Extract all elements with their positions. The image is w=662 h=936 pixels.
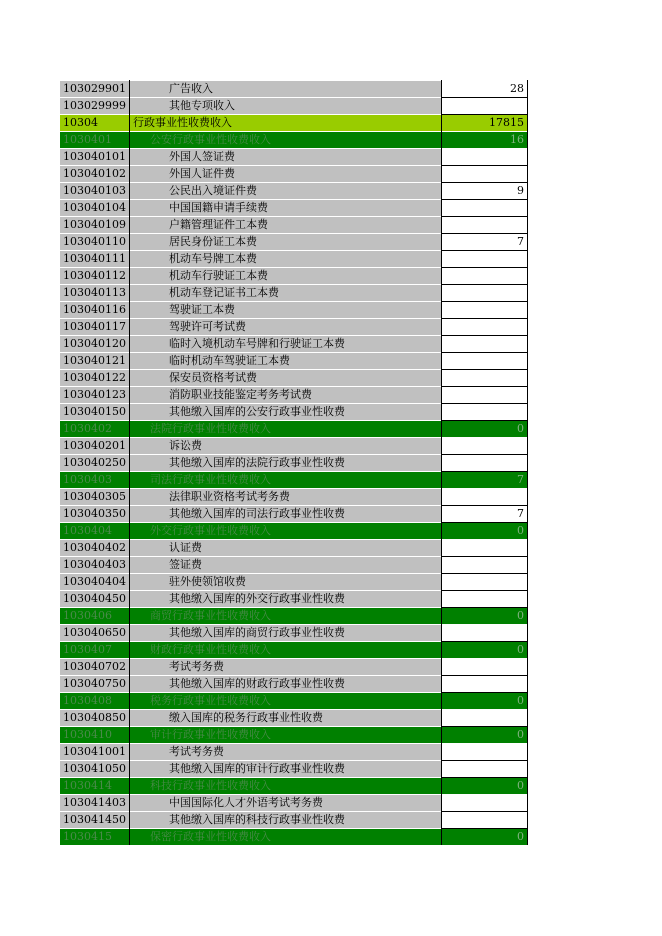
- row-code: 103040116: [60, 302, 130, 319]
- row-name: 保密行政事业性收费收入: [130, 829, 442, 846]
- row-value: [442, 166, 528, 183]
- row-name: 行政事业性收费收入: [130, 115, 442, 132]
- row-code: 103029999: [60, 98, 130, 115]
- table-row: [60, 727, 528, 744]
- row-name: 缴入国库的税务行政事业性收费: [130, 710, 442, 727]
- row-code: 1030410: [60, 727, 130, 744]
- row-value: 16: [442, 132, 528, 149]
- row-value: 7: [442, 506, 528, 523]
- table-row: [60, 81, 528, 98]
- row-code: 103040121: [60, 353, 130, 370]
- row-code: 103040109: [60, 217, 130, 234]
- row-name: 机动车行驶证工本费: [130, 268, 442, 285]
- row-name: 机动车号牌工本费: [130, 251, 442, 268]
- row-value: [442, 285, 528, 302]
- row-name: 考试考务费: [130, 659, 442, 676]
- row-code: 103040702: [60, 659, 130, 676]
- row-code: 103040201: [60, 438, 130, 455]
- row-value: [442, 319, 528, 336]
- table-row: [60, 166, 528, 183]
- row-value: [442, 761, 528, 778]
- row-value: 7: [442, 234, 528, 251]
- row-code: 1030407: [60, 642, 130, 659]
- table-row: [60, 438, 528, 455]
- table-row: [60, 642, 528, 659]
- row-value: [442, 200, 528, 217]
- table-row: [60, 234, 528, 251]
- table-row: [60, 404, 528, 421]
- row-value: 0: [442, 608, 528, 625]
- row-name: 驾驶证工本费: [130, 302, 442, 319]
- row-value: [442, 268, 528, 285]
- row-code: 103040650: [60, 625, 130, 642]
- row-value: 28: [442, 81, 528, 98]
- row-name: 机动车登记证书工本费: [130, 285, 442, 302]
- row-value: [442, 812, 528, 829]
- row-code: 103040117: [60, 319, 130, 336]
- table-row: [60, 149, 528, 166]
- table-row: [60, 523, 528, 540]
- table-row: [60, 115, 528, 132]
- row-value: [442, 557, 528, 574]
- row-code: 1030408: [60, 693, 130, 710]
- row-value: [442, 710, 528, 727]
- row-code: 103040250: [60, 455, 130, 472]
- row-value: [442, 302, 528, 319]
- table-row: [60, 336, 528, 353]
- row-code: 103040103: [60, 183, 130, 200]
- row-name: 中国国籍申请手续费: [130, 200, 442, 217]
- table-row: [60, 132, 528, 149]
- row-name: 驻外使领馆收费: [130, 574, 442, 591]
- row-code: 103041050: [60, 761, 130, 778]
- row-code: 103040305: [60, 489, 130, 506]
- row-code: 103040112: [60, 268, 130, 285]
- row-name: 其他缴入国库的商贸行政事业性收费: [130, 625, 442, 642]
- row-value: [442, 251, 528, 268]
- row-code: 103029901: [60, 81, 130, 98]
- row-name: 税务行政事业性收费收入: [130, 693, 442, 710]
- row-name: 其他缴入国库的外交行政事业性收费: [130, 591, 442, 608]
- row-value: [442, 336, 528, 353]
- table-row: [60, 761, 528, 778]
- row-value: [442, 540, 528, 557]
- table-row: [60, 98, 528, 115]
- table-body: [60, 81, 528, 846]
- table-row: [60, 455, 528, 472]
- row-value: 17815: [442, 115, 528, 132]
- row-code: 103040101: [60, 149, 130, 166]
- table-row: [60, 574, 528, 591]
- table-row: [60, 659, 528, 676]
- table-row: [60, 387, 528, 404]
- row-name: 外交行政事业性收费收入: [130, 523, 442, 540]
- row-value: 0: [442, 829, 528, 846]
- table-row: [60, 506, 528, 523]
- row-code: 1030404: [60, 523, 130, 540]
- row-code: 103040110: [60, 234, 130, 251]
- row-name: 消防职业技能鉴定考务考试费: [130, 387, 442, 404]
- table-row: [60, 693, 528, 710]
- row-value: [442, 744, 528, 761]
- row-name: 认证费: [130, 540, 442, 557]
- table-row: [60, 217, 528, 234]
- row-value: [442, 98, 528, 115]
- row-name: 外国人签证费: [130, 149, 442, 166]
- row-name: 审计行政事业性收费收入: [130, 727, 442, 744]
- row-code: 103040102: [60, 166, 130, 183]
- row-value: [442, 574, 528, 591]
- table-row: [60, 200, 528, 217]
- row-value: 0: [442, 727, 528, 744]
- table-row: [60, 285, 528, 302]
- row-name: 居民身份证工本费: [130, 234, 442, 251]
- row-name: 临时机动车驾驶证工本费: [130, 353, 442, 370]
- table-row: [60, 812, 528, 829]
- table-row: [60, 591, 528, 608]
- row-value: [442, 404, 528, 421]
- table-row: [60, 744, 528, 761]
- table-row: [60, 302, 528, 319]
- table-row: [60, 472, 528, 489]
- table-row: [60, 268, 528, 285]
- row-name: 法院行政事业性收费收入: [130, 421, 442, 438]
- table-row: [60, 625, 528, 642]
- row-name: 户籍管理证件工本费: [130, 217, 442, 234]
- table-row: [60, 795, 528, 812]
- table-row: [60, 353, 528, 370]
- row-name: 其他缴入国库的科技行政事业性收费: [130, 812, 442, 829]
- row-name: 签证费: [130, 557, 442, 574]
- row-value: 0: [442, 693, 528, 710]
- row-code: 1030401: [60, 132, 130, 149]
- table-row: [60, 557, 528, 574]
- table-row: [60, 489, 528, 506]
- table-row: [60, 370, 528, 387]
- table-row: [60, 710, 528, 727]
- row-value: [442, 149, 528, 166]
- row-value: [442, 217, 528, 234]
- row-value: [442, 625, 528, 642]
- row-name: 公安行政事业性收费收入: [130, 132, 442, 149]
- row-name: 中国国际化人才外语考试考务费: [130, 795, 442, 812]
- table-row: [60, 676, 528, 693]
- row-value: [442, 455, 528, 472]
- table-row: [60, 608, 528, 625]
- row-code: 103040850: [60, 710, 130, 727]
- row-code: 103040120: [60, 336, 130, 353]
- row-code: 1030414: [60, 778, 130, 795]
- row-name: 其他缴入国库的法院行政事业性收费: [130, 455, 442, 472]
- row-name: 司法行政事业性收费收入: [130, 472, 442, 489]
- row-name: 驾驶许可考试费: [130, 319, 442, 336]
- row-name: 法律职业资格考试考务费: [130, 489, 442, 506]
- row-value: [442, 370, 528, 387]
- row-code: 103041450: [60, 812, 130, 829]
- row-name: 其他缴入国库的审计行政事业性收费: [130, 761, 442, 778]
- row-code: 10304: [60, 115, 130, 132]
- row-name: 其他专项收入: [130, 98, 442, 115]
- row-name: 保安员资格考试费: [130, 370, 442, 387]
- row-code: 103041403: [60, 795, 130, 812]
- row-name: 其他缴入国库的财政行政事业性收费: [130, 676, 442, 693]
- row-name: 财政行政事业性收费收入: [130, 642, 442, 659]
- row-value: 9: [442, 183, 528, 200]
- row-code: 103040403: [60, 557, 130, 574]
- row-name: 临时入境机动车号牌和行驶证工本费: [130, 336, 442, 353]
- row-code: 103040123: [60, 387, 130, 404]
- row-value: [442, 489, 528, 506]
- row-name: 其他缴入国库的司法行政事业性收费: [130, 506, 442, 523]
- revenue-table: [60, 80, 528, 845]
- row-code: 103040750: [60, 676, 130, 693]
- table-row: [60, 540, 528, 557]
- row-name: 外国人证件费: [130, 166, 442, 183]
- row-code: 103040402: [60, 540, 130, 557]
- row-name: 科技行政事业性收费收入: [130, 778, 442, 795]
- row-value: 0: [442, 642, 528, 659]
- row-value: [442, 676, 528, 693]
- row-value: [442, 659, 528, 676]
- table-row: [60, 421, 528, 438]
- row-value: 0: [442, 421, 528, 438]
- row-name: 考试考务费: [130, 744, 442, 761]
- row-name: 商贸行政事业性收费收入: [130, 608, 442, 625]
- row-value: 0: [442, 523, 528, 540]
- row-value: [442, 387, 528, 404]
- row-value: 7: [442, 472, 528, 489]
- row-value: [442, 353, 528, 370]
- row-value: [442, 591, 528, 608]
- row-code: 103040113: [60, 285, 130, 302]
- row-code: 103041001: [60, 744, 130, 761]
- row-code: 1030402: [60, 421, 130, 438]
- table-row: [60, 778, 528, 795]
- row-name: 广告收入: [130, 81, 442, 98]
- row-value: [442, 795, 528, 812]
- table-row: [60, 251, 528, 268]
- row-code: 1030403: [60, 472, 130, 489]
- row-code: 103040111: [60, 251, 130, 268]
- row-name: 其他缴入国库的公安行政事业性收费: [130, 404, 442, 421]
- row-code: 103040122: [60, 370, 130, 387]
- row-code: 103040350: [60, 506, 130, 523]
- table-row: [60, 319, 528, 336]
- row-name: 诉讼费: [130, 438, 442, 455]
- row-code: 103040450: [60, 591, 130, 608]
- row-code: 103040404: [60, 574, 130, 591]
- row-name: 公民出入境证件费: [130, 183, 442, 200]
- row-value: 0: [442, 778, 528, 795]
- table-row: [60, 829, 528, 846]
- table-row: [60, 183, 528, 200]
- row-code: 103040150: [60, 404, 130, 421]
- row-value: [442, 438, 528, 455]
- row-code: 103040104: [60, 200, 130, 217]
- row-code: 1030406: [60, 608, 130, 625]
- row-code: 1030415: [60, 829, 130, 846]
